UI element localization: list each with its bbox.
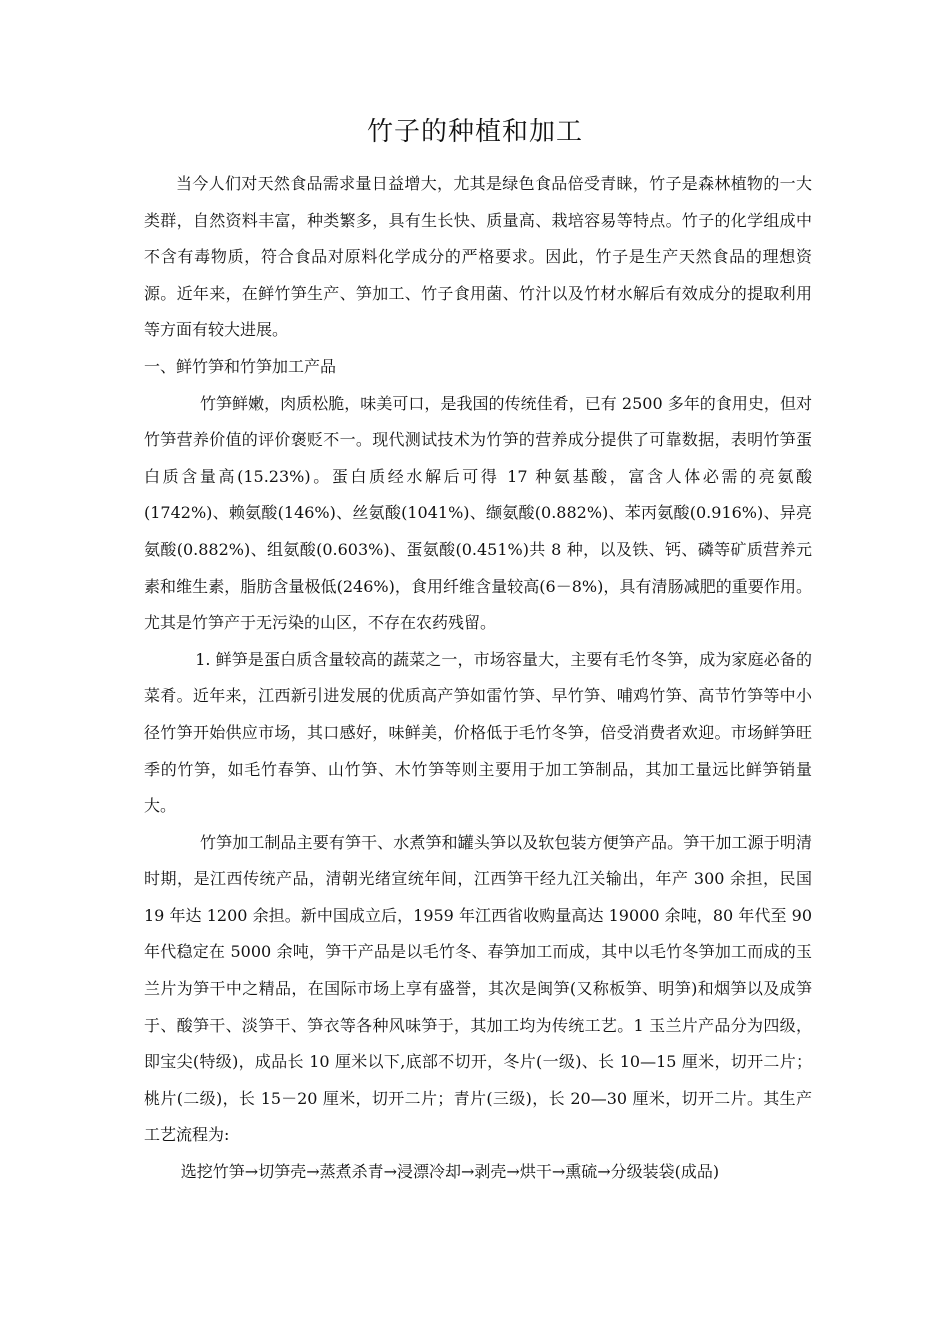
paragraph-nutrition: 竹笋鲜嫩，肉质松脆，味美可口，是我国的传统佳肴，已有 2500 多年的食用史，但对竹笋营养价值的评价褒贬不一。现代测试技术为竹笋的营养成分提供了可靠数据，表明竹笋蛋白质含量高(15.23%)。蛋白质经水解后可得 17 种氨基酸，富含人体必需的亮氨酸(1742%)、赖氨酸(146%)、丝氨酸(1041%)、缬氨酸(0.882%)、苯丙氨酸(0.916%)、异亮氨酸(0.882%)、组氨酸(0.603%)、蛋氨酸(0.451%)共 8 种，以及铁、钙、磷等矿质营养元素和维生素，脂肪含量极低(246%)，食用纤维含量较高(6－8%)，具有清肠减肥的重要作用。尤其是竹笋产于无污染的山区，不存在农药残留。 — [144, 393, 812, 633]
paragraph-intro: 当今人们对天然食品需求量日益增大，尤其是绿色食品倍受青睐，竹子是森林植物的一大类群，自然资料丰富，种类繁多，具有生长快、质量高、栽培容易等特点。竹子的化学组成中不含有毒物质，符合食品对原料化学成分的严格要求。因此，竹子是生产天然食品的理想资源。近年来，在鲜竹笋生产、笋加工、竹子食用菌、竹汁以及竹材水解后有效成分的提取利用等方面有较大进展。 — [144, 174, 812, 340]
document-title: 竹子的种植和加工 — [366, 117, 583, 147]
paragraph-fresh-shoots: 1. 鲜笋是蛋白质含量较高的蔬菜之一，市场容量大，主要有毛竹冬笋，成为家庭必备的菜肴。近年来，江西新引进发展的优质高产笋如雷竹笋、早竹笋、哺鸡竹笋、高节竹笋等中小径竹笋开始供应市场，其口感好，味鲜美，价格低于毛竹冬笋，倍受消费者欢迎。市场鲜笋旺季的竹笋，如毛竹春笋、山竹笋、木竹笋等则主要用于加工笋制品，其加工量远比鲜笋销量大。 — [144, 649, 812, 816]
section-heading-1: 一、鲜竹笋和竹笋加工产品 — [144, 356, 337, 376]
paragraph-processing: 竹笋加工制品主要有笋干、水煮笋和罐头笋以及软包装方便笋产品。笋干加工源于明清时期，是江西传统产品，清朝光绪宣统年间，江西笋干经九江关输出，年产 300 余担，民国 19 年达 1200 余担。新中国成立后，1959 年江西省收购量高达 19000 余吨，80 年代至 90 年代稳定在 5000 余吨，笋干产品是以毛竹冬、春笋加工而成，其中以毛竹冬笋加工而成的玉兰片为笋干中之精品，在国际市场上享有盛誉，其次是闽笋(又称板笋、明笋)和烟笋以及成笋于、酸笋干、淡笋干、笋衣等各种风味笋于，其加工均为传统工艺。1 玉兰片产品分为四级，即宝尖(特级)，成品长 10 厘米以下,底部不切开，冬片(一级)、长 10—15 厘米，切开二片；桃片(二级)，长 15－20 厘米，切开二片；青片(三级)，长 20—30 厘米，切开二片。其生产工艺流程为: — [144, 832, 812, 1145]
process-flow: 选挖竹笋→切笋壳→蒸煮杀青→浸漂冷却→剥壳→烘干→熏硫→分级装袋(成品) — [180, 1162, 720, 1182]
document-body — [144, 166, 812, 1191]
